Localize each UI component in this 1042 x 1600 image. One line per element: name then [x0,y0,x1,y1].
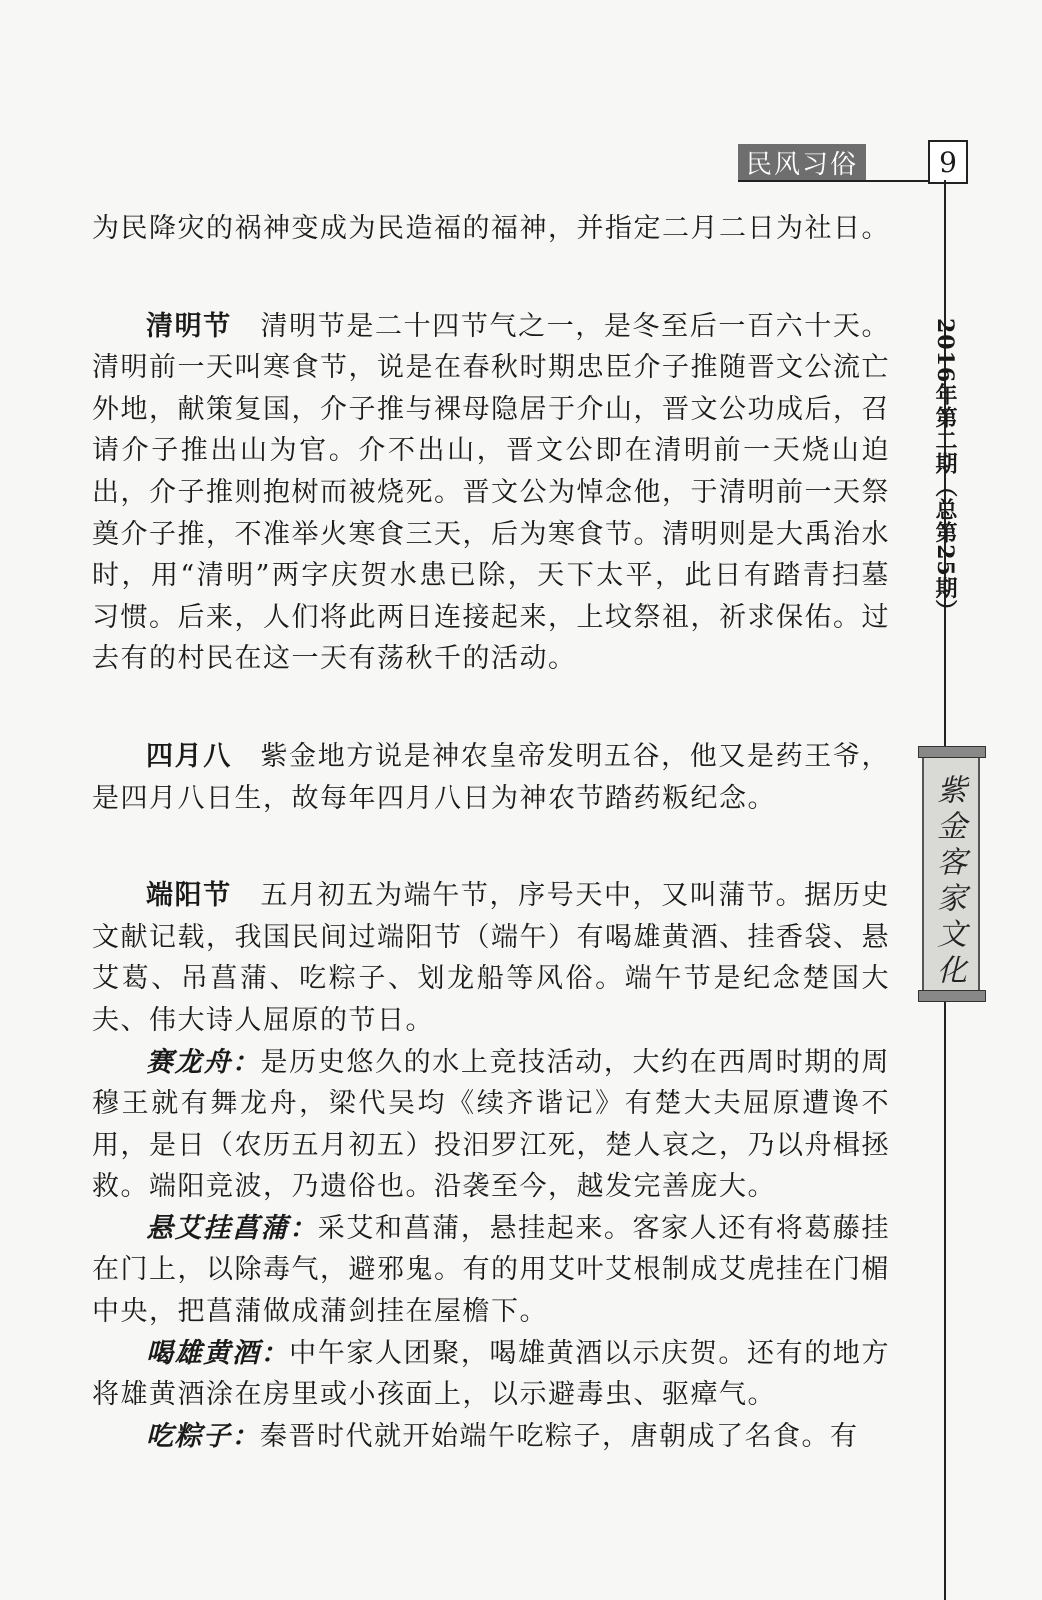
term-separator [232,741,261,772]
header-rule [738,180,944,182]
paragraph-text: 采艾和菖蒲，悬挂起来。客家人还有将葛藤挂在门上，以除毒气，避邪鬼。有的用艾叶艾根制成艾虎挂在门楣中央，把菖蒲做成蒲剑挂在屋檐下。 [92,1212,891,1328]
term-separator [232,311,261,342]
paragraph-text: 为民降灾的祸神变成为民造福的福神，并指定二月二日为社日。 [92,213,890,244]
festival-term: 四月八 [146,740,232,772]
paragraph-text: 秦晋时代就开始端午吃粽子，唐朝成了名食。有 [260,1420,859,1452]
paragraph-siyueba [92,736,890,819]
paragraph-dragon-boat [92,1042,890,1208]
banner-calligraphy: 紫金客家文化 [931,774,966,990]
paragraph-zongzi [92,1416,890,1458]
custom-label: 赛龙舟： [146,1046,261,1078]
term-separator [232,880,261,911]
paragraph-text: 中午家人团聚，喝雄黄酒以示庆贺。还有的地方将雄黄酒涂在房里或小孩面上，以示避毒虫、驱瘴气。 [92,1337,891,1411]
festival-term: 清明节 [146,310,232,342]
paragraph-qingming [92,306,890,680]
paragraph-duanyang [92,875,890,1041]
scroll-banner [922,752,980,996]
paragraph-text: 五月初五为端午节，序号天中，又叫蒲节。据历史文献记载，我国民间过端阳节（端午）有喝雄黄酒、挂香袋、悬艾葛、吊菖蒲、吃粽子、划龙船等风俗。端午节是纪念楚国大夫、伟大诗人屈原的节日。 [92,880,891,1036]
issue-info: 2016年第二期（总第25期） [932,318,958,623]
custom-label: 喝雄黄酒： [146,1337,290,1369]
festival-term: 端阳节 [146,880,232,912]
paragraph-text: 是历史悠久的水上竞技活动，大约在西周时期的周穆王就有舞龙舟，梁代吴均《续齐谐记》有楚大夫屈原遭谗不用，是日（农历五月初五）投汨罗江死，楚人哀之，乃以舟楫拯救。端阳竞波，乃遗俗也。沿袭至今，越发完善庞大。 [92,1046,891,1203]
paragraph-continuation [92,208,890,250]
paragraph-text: 紫金地方说是神农皇帝发明五谷，他又是药王爷，是四月八日生，故每年四月八日为神农节踏药粄纪念。 [92,740,891,814]
section-title: 民风习俗 [738,144,866,180]
paragraph-mugwort [92,1208,890,1333]
custom-label: 悬艾挂菖蒲： [146,1212,318,1244]
custom-label: 吃粽子： [146,1420,260,1452]
page-number: 9 [928,140,968,184]
article-body [92,208,890,1457]
paragraph-realgar-wine [92,1333,890,1416]
paragraph-text: 清明节是二十四节气之一，是冬至后一百六十天。清明前一天叫寒食节，说是在春秋时期忠臣介子推随晋文公流亡外地，献策复国，介子推与裸母隐居于介山，晋文公功成后，召请介子推出山为官。介不出山，晋文公即在清明前一天烧山迫出，介子推则抱树而被烧死。晋文公为悼念他，于清明前一天祭奠介子推，不准举火寒食三天，后为寒食节。清明则是大禹治水时，用“清明”两字庆贺水患已除，天下太平，此日有踏青扫墓习惯。后来，人们将此两日连接起来，上坟祭祖，祈求保佑。过去有的村民在这一天有荡秋千的活动。 [92,310,891,675]
